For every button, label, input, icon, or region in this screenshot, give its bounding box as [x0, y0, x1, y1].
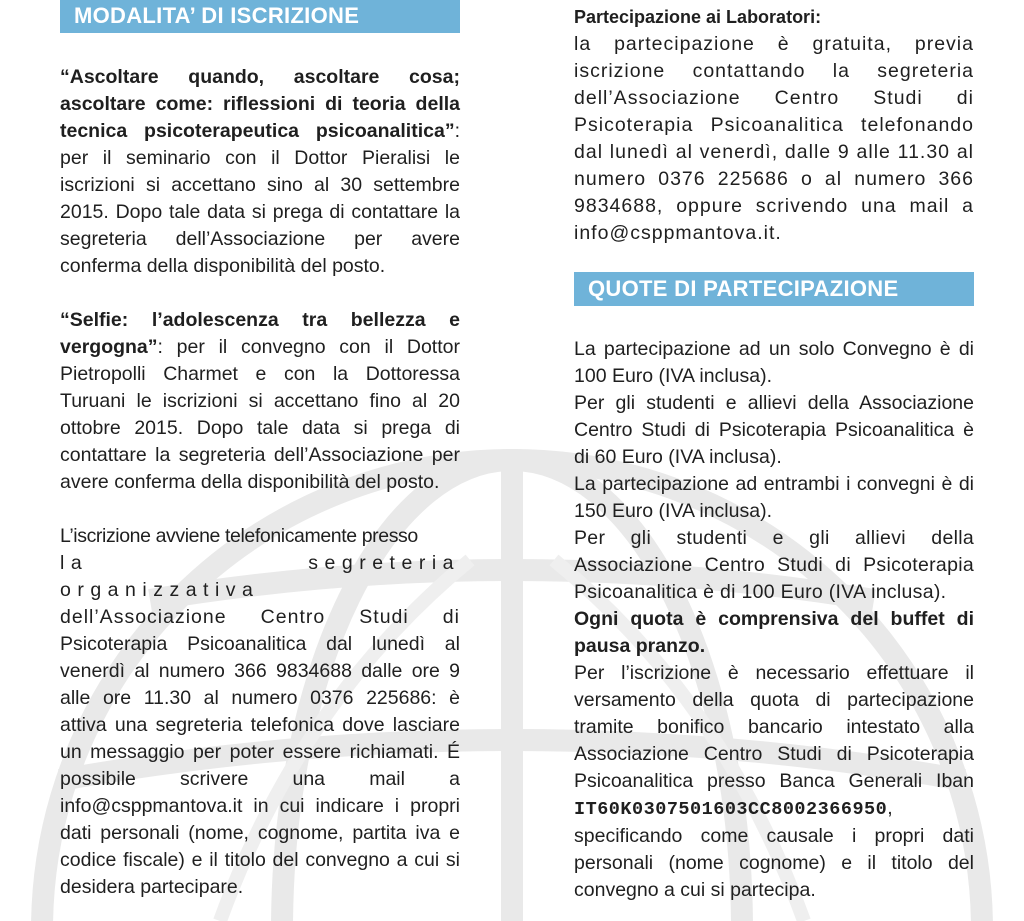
- seminar-title: “Ascoltare quando, ascoltare cosa; ascoltare come: riflessioni di teoria della tecnica psicoterapeutica psicoanalitica”: [60, 66, 460, 142]
- quota-students-both: Per gli studenti e gli allievi della Associazione Centro Studi di Psicoterapia Psicoanalitica è di 100 Euro (IVA inclusa).: [574, 527, 974, 603]
- iscrizione-line-3: dell’Associazione Centro Studi di: [60, 606, 460, 628]
- seminar-text: : per il seminario con il Dottor Pieralisi le iscrizioni si accettano sino al 30 settembre 2015. Dopo tale data si prega di contattare la segreteria dell’Associazione per avere conferma della disponibilità del posto.: [60, 120, 460, 277]
- seminar-paragraph: [60, 64, 460, 280]
- payment-text-end: , specificando come causale i propri dati personali (nome cognome) e il titolo del convegno a cui si partecipa.: [574, 797, 974, 901]
- quota-one-convegno: La partecipazione ad un solo Convegno è di 100 Euro (IVA inclusa).: [574, 338, 974, 387]
- section-heading-modalita: MODALITA’ DI ISCRIZIONE: [60, 0, 460, 33]
- lab-title: Partecipazione ai Laboratori:: [574, 7, 822, 27]
- convegno-paragraph: [60, 307, 460, 496]
- right-column: [574, 0, 974, 904]
- iscrizione-line-2: la segreteria organizzativa: [60, 552, 460, 601]
- iscrizione-line-1: L’iscrizione avviene telefonicamente presso: [60, 525, 418, 547]
- left-column: [60, 0, 460, 901]
- iban-code: IT60K0307501603CC8002366950: [574, 799, 888, 820]
- lab-paragraph: la partecipazione è gratuita, previa iscrizione contattando la segreteria dell’Associazione Centro Studi di Psicoterapia Psicoanalitica telefonando dal lunedì al venerdì, dalle 9 alle 11.30 al numero 0376 225686 o al numero 366 9834688, oppure scrivendo una mail a info@csppmantova.it.: [574, 33, 974, 244]
- quota-both-convegni: La partecipazione ad entrambi i convegni è di 150 Euro (IVA inclusa).: [574, 473, 974, 522]
- iscrizione-paragraph: Psicoterapia Psicoanalitica dal lunedì al venerdì al numero 366 9834688 dalle ore 9 alle ore 11.30 al numero 0376 225686: è attiva una segreteria telefonica dove lasciare un messaggio per poter essere richiamati. É possibile scrivere una mail a info@csppmantova.it in cui indicare i propri dati personali (nome, cognome, partita iva e codice fiscale) e il titolo del convegno a cui si desidera partecipare.: [60, 633, 460, 898]
- quota-buffet-note: Ogni quota è comprensiva del buffet di pausa pranzo.: [574, 608, 974, 657]
- section-heading-quote: QUOTE DI PARTECIPAZIONE: [574, 272, 974, 306]
- quota-students-one: Per gli studenti e allievi della Associazione Centro Studi di Psicoterapia Psicoanalitica è di 60 Euro (IVA inclusa).: [574, 392, 974, 468]
- convegno-title: “Selfie: l’adolescenza tra bellezza e vergogna”: [60, 309, 460, 358]
- payment-text: Per l’iscrizione è necessario effettuare il versamento della quota di partecipazione tramite bonifico bancario intestato alla Associazione Centro Studi di Psicoterapia Psicoanalitica presso Banca Generali Iban: [574, 662, 974, 792]
- payment-paragraph: [574, 660, 974, 904]
- convegno-text: : per il convegno con il Dottor Pietropolli Charmet e con la Dottoressa Turuani le iscrizioni si accettano fino al 20 ottobre 2015. Dopo tale data si prega di contattare la segreteria dell’Associazione per avere conferma della disponibilità del posto.: [60, 336, 460, 493]
